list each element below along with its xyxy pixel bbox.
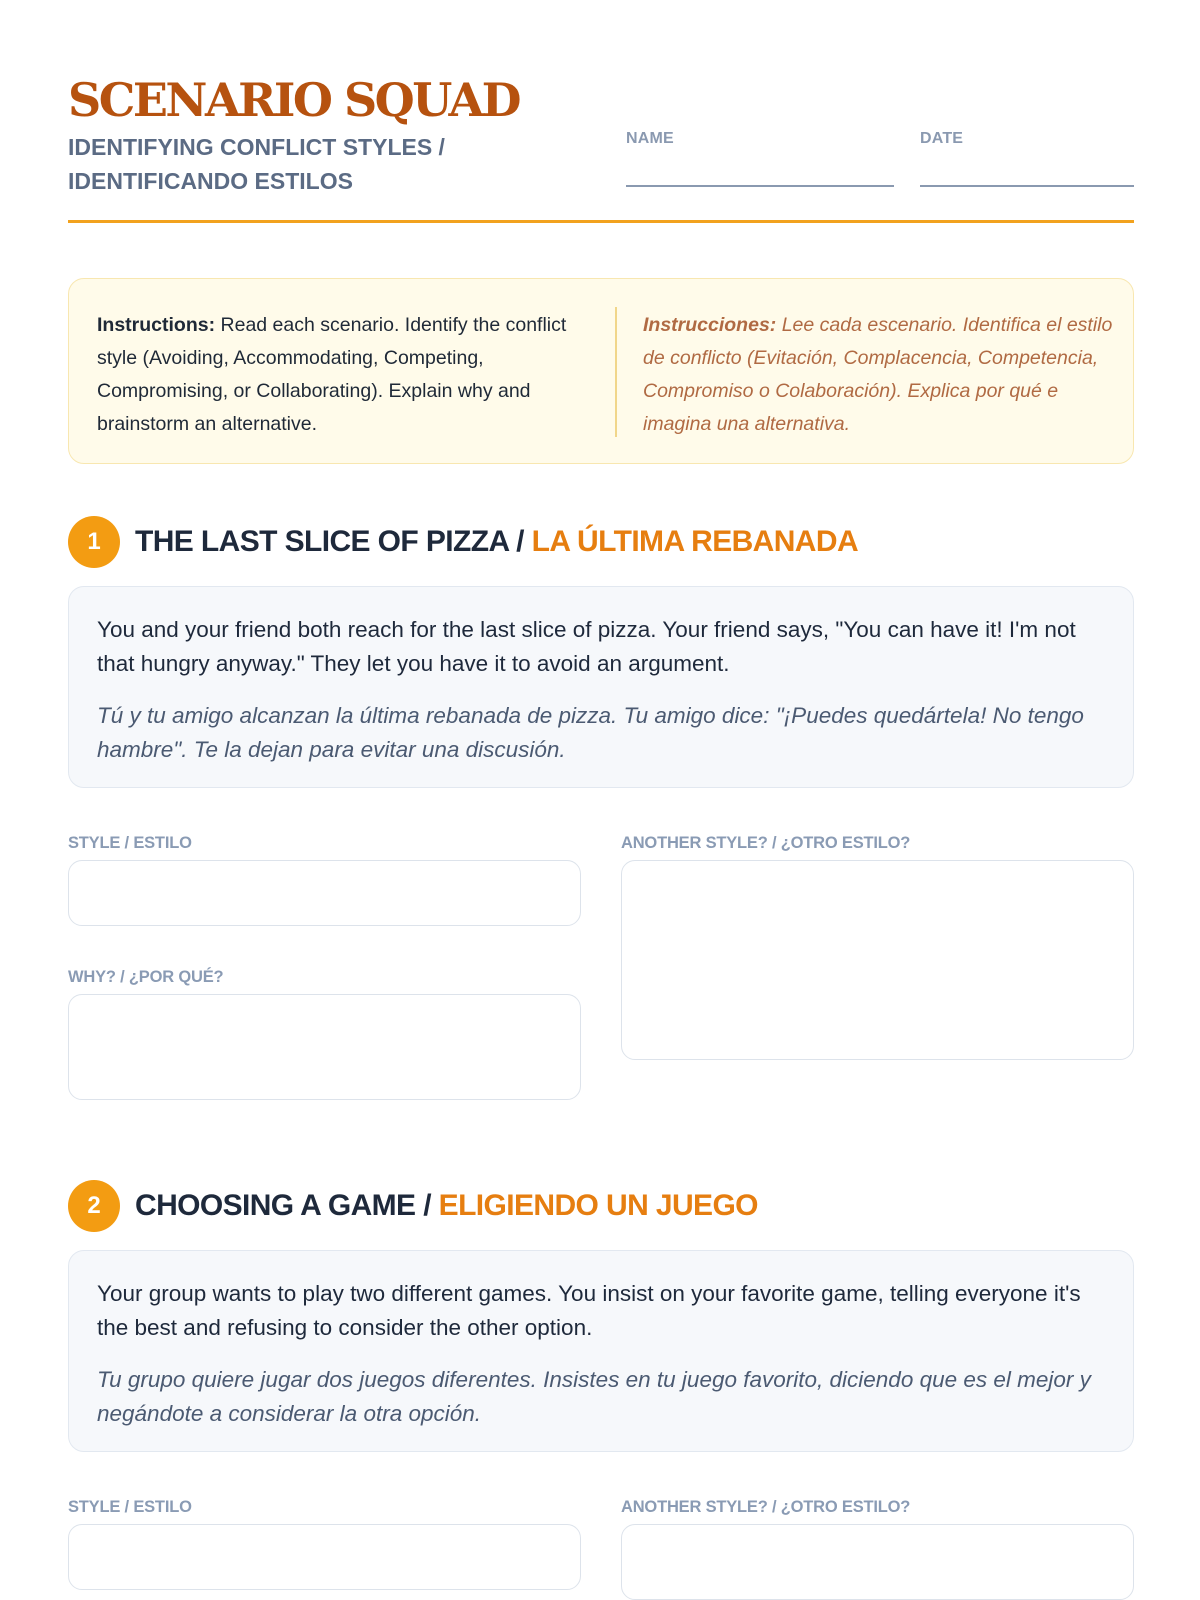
- instructions-english-text: Read each scenario. Identify the conflict style (Avoiding, Accommodating, Competing, Compromising, or Collaborating). Explain why and brainstorm an alternative.: [97, 314, 567, 435]
- instructions-spanish: [643, 309, 1113, 441]
- name-field[interactable]: [626, 185, 894, 187]
- scenario-text-box: [68, 1250, 1134, 1452]
- style-input[interactable]: [68, 1524, 581, 1590]
- style-input[interactable]: [68, 860, 581, 926]
- another-style-input[interactable]: [621, 1524, 1134, 1600]
- scenario-heading: [68, 516, 1134, 568]
- scenario-title-spanish: LA ÚLTIMA REBANADA: [531, 525, 859, 558]
- instructions-english: [97, 309, 567, 441]
- instructions-spanish-label: Instrucciones:: [643, 314, 777, 336]
- scenario-text-spanish: Tu grupo quiere jugar dos juegos diferentes. Insistes en tu juego favorito, diciendo que es el mejor y negándote a considerar la otra opción.: [97, 1367, 1091, 1426]
- name-label: NAME: [626, 130, 674, 147]
- header-divider: [68, 220, 1134, 223]
- instructions-english-label: Instructions:: [97, 314, 216, 336]
- scenario-heading: [68, 1180, 1134, 1232]
- worksheet-title: SCENARIO SQUAD: [68, 73, 520, 127]
- scenario-title-spanish: ELIGIENDO UN JUEGO: [438, 1189, 758, 1222]
- scenario-text-box: [68, 586, 1134, 788]
- scenario-title-english: THE LAST SLICE OF PIZZA /: [135, 525, 532, 558]
- style-label: STYLE / ESTILO: [68, 1498, 192, 1516]
- scenario-number-badge: 1: [68, 516, 120, 568]
- scenario-text-english: You and your friend both reach for the last slice of pizza. Your friend says, "You can have it! I'm not that hungry anyway." They let you have it to avoid an argument.: [97, 617, 1076, 676]
- why-label: WHY? / ¿POR QUÉ?: [68, 968, 224, 986]
- date-field[interactable]: [920, 185, 1134, 187]
- instructions-divider: [615, 307, 617, 437]
- instructions-spanish-text: Lee cada escenario. Identifica el estilo de conflicto (Evitación, Complacencia, Competencia, Compromiso o Colaboración). Explica por qué e imagina una alternativa.: [643, 314, 1113, 435]
- scenario-title: [135, 516, 858, 568]
- worksheet-header: [68, 70, 1134, 222]
- another-style-label: ANOTHER STYLE? / ¿OTRO ESTILO?: [621, 834, 911, 852]
- why-input[interactable]: [68, 994, 581, 1100]
- scenario-number-badge: 2: [68, 1180, 120, 1232]
- scenario-text-english: Your group wants to play two different games. You insist on your favorite game, telling everyone it's the best and refusing to consider the other option.: [97, 1281, 1081, 1340]
- another-style-label: ANOTHER STYLE? / ¿OTRO ESTILO?: [621, 1498, 911, 1516]
- another-style-input[interactable]: [621, 860, 1134, 1060]
- scenario-text-spanish: Tú y tu amigo alcanzan la última rebanada de pizza. Tu amigo dice: "¡Puedes quedártela! No tengo hambre". Te la dejan para evitar una discusión.: [97, 703, 1084, 762]
- instructions-panel: [68, 278, 1134, 464]
- worksheet-subtitle: IDENTIFYING CONFLICT STYLES / IDENTIFICANDO ESTILOS: [68, 134, 445, 194]
- scenario-title: [135, 1180, 758, 1232]
- style-label: STYLE / ESTILO: [68, 834, 192, 852]
- scenario-title-english: CHOOSING A GAME /: [135, 1189, 439, 1222]
- date-label: DATE: [920, 130, 964, 147]
